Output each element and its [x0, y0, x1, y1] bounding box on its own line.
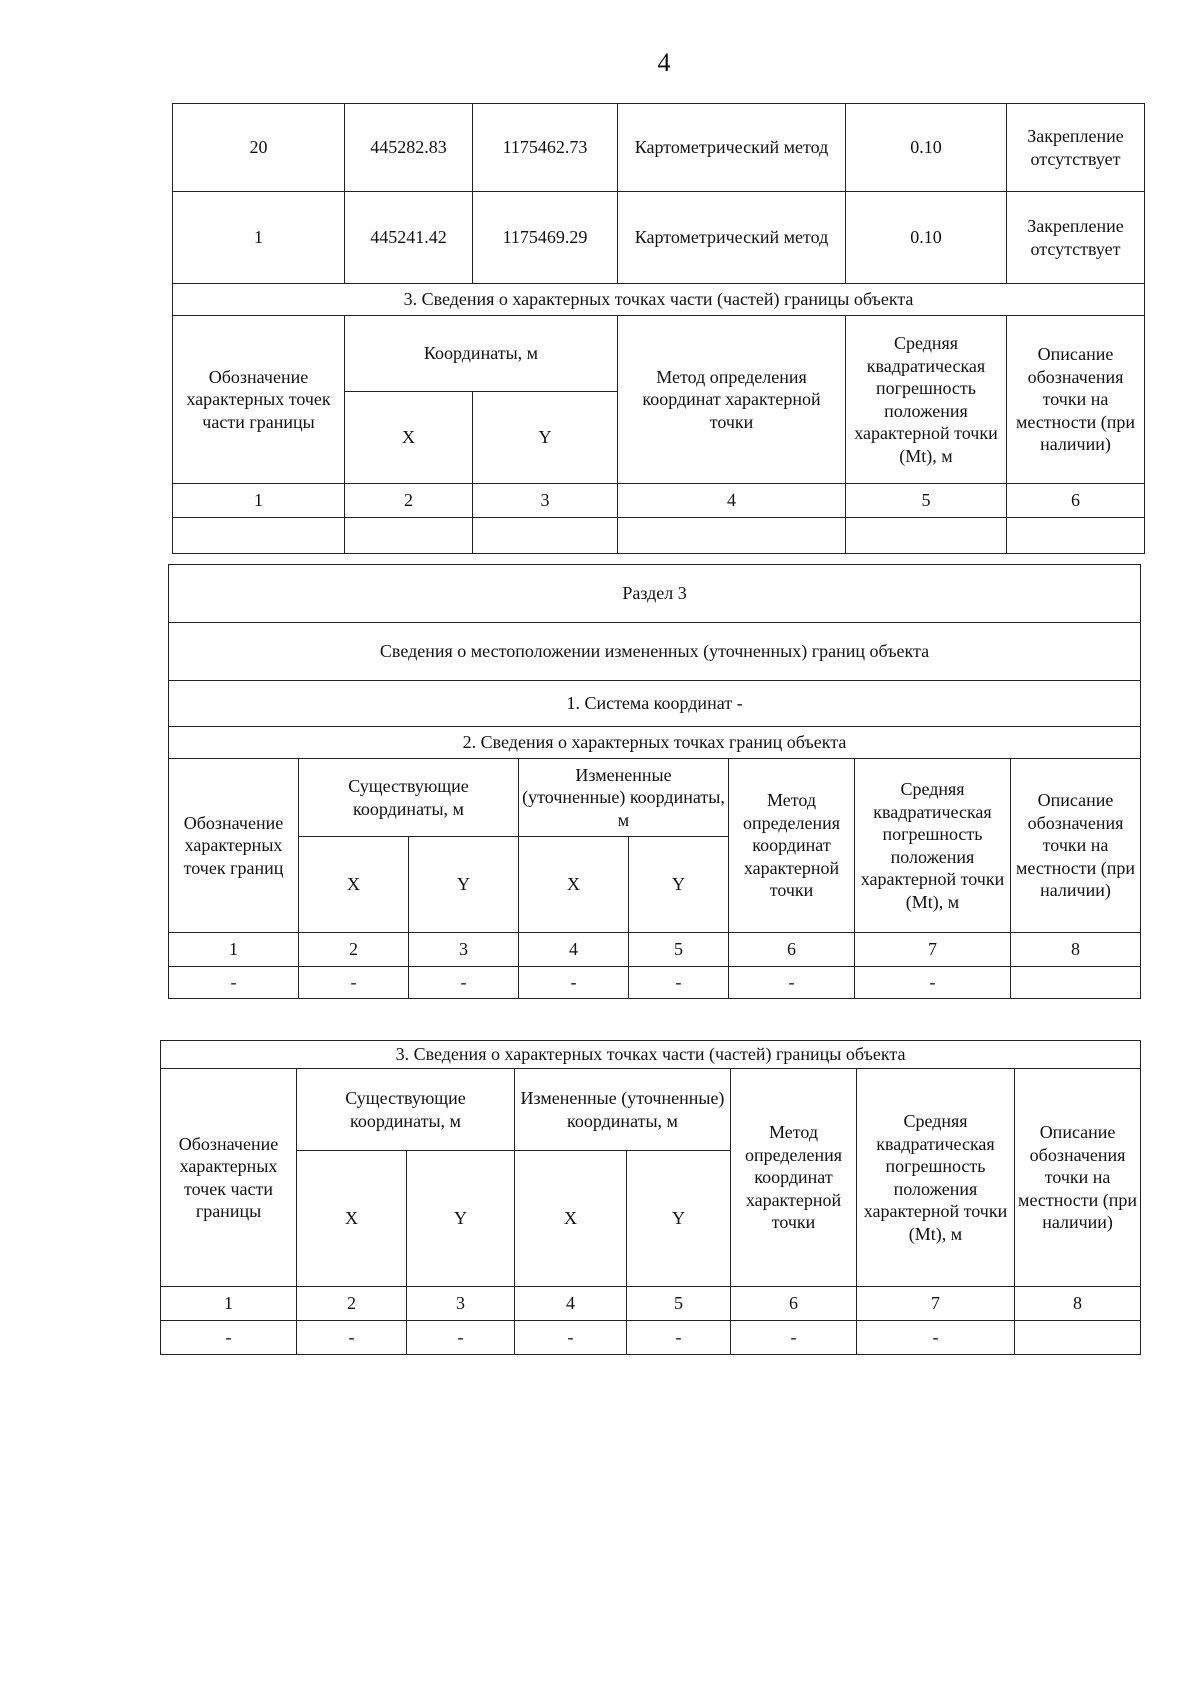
header-changed-coords: Измененные (уточненные) координаты, м — [515, 1069, 731, 1151]
header-x: X — [515, 1151, 627, 1287]
header-method: Метод определения координат характерной точки — [729, 759, 855, 933]
data-cell: - — [629, 967, 729, 999]
header-description: Описание обозначения точки на местности (при наличии) — [1011, 759, 1141, 933]
column-numbers-row — [161, 1287, 1141, 1321]
column-number: 1 — [169, 933, 299, 967]
header-description: Описание обозначения точки на местности (при наличии) — [1007, 316, 1145, 484]
header-y: Y — [629, 837, 729, 933]
mt-cell: 0.10 — [846, 104, 1007, 192]
header-x: X — [345, 392, 473, 484]
data-cell: - — [297, 1321, 407, 1355]
page-number: 4 — [657, 48, 671, 77]
header-description: Описание обозначения точки на местности (при наличии) — [1015, 1069, 1141, 1287]
data-cell: - — [731, 1321, 857, 1355]
column-number: 5 — [846, 484, 1007, 518]
coordinate-system: 1. Система координат - — [169, 681, 1141, 727]
data-cell: - — [519, 967, 629, 999]
column-number: 2 — [299, 933, 409, 967]
data-cell — [1011, 967, 1141, 999]
header-y: Y — [407, 1151, 515, 1287]
table-row — [169, 967, 1141, 999]
header-point: Обозначение характерных точек части границы — [161, 1069, 297, 1287]
empty-row — [173, 518, 1145, 554]
header-existing-coords: Существующие координаты, м — [297, 1069, 515, 1151]
column-number: 4 — [618, 484, 846, 518]
y-cell: 1175469.29 — [473, 192, 618, 284]
column-numbers-row — [169, 933, 1141, 967]
header-y: Y — [473, 392, 618, 484]
point-cell: 1 — [173, 192, 345, 284]
boundary-points-table — [172, 103, 1145, 554]
header-existing-coords: Существующие координаты, м — [299, 759, 519, 837]
points-section-title: 2. Сведения о характерных точках границ объекта — [169, 727, 1141, 759]
column-number: 8 — [1011, 933, 1141, 967]
column-number: 6 — [1007, 484, 1145, 518]
column-number: 3 — [473, 484, 618, 518]
header-changed-coords: Измененные (уточненные) координаты, м — [519, 759, 729, 837]
header-y: Y — [409, 837, 519, 933]
header-method: Метод определения координат характерной точки — [618, 316, 846, 484]
data-cell — [1015, 1321, 1141, 1355]
column-number: 6 — [729, 933, 855, 967]
data-cell: - — [627, 1321, 731, 1355]
empty-cell — [846, 518, 1007, 554]
part-section-title: 3. Сведения о характерных точках части (частей) границы объекта — [173, 284, 1145, 316]
data-cell: - — [161, 1321, 297, 1355]
column-number: 2 — [297, 1287, 407, 1321]
header-mt: Средняя квадратическая погрешность положения характерной точки (Mt), м — [855, 759, 1011, 933]
part-section-title: 3. Сведения о характерных точках части (частей) границы объекта — [161, 1041, 1141, 1069]
section-subtitle: Сведения о местоположении измененных (уточненных) границ объекта — [169, 623, 1141, 681]
data-cell: - — [169, 967, 299, 999]
y-cell: 1175462.73 — [473, 104, 618, 192]
header-point: Обозначение характерных точек части границы — [173, 316, 345, 484]
column-number: 5 — [629, 933, 729, 967]
column-number: 3 — [409, 933, 519, 967]
data-cell: - — [729, 967, 855, 999]
data-cell: - — [857, 1321, 1015, 1355]
column-number: 6 — [731, 1287, 857, 1321]
header-mt: Средняя квадратическая погрешность положения характерной точки (Mt), м — [857, 1069, 1015, 1287]
header-x: X — [299, 837, 409, 933]
empty-cell — [618, 518, 846, 554]
column-number: 7 — [855, 933, 1011, 967]
column-number: 1 — [173, 484, 345, 518]
header-method: Метод определения координат характерной точки — [731, 1069, 857, 1287]
column-numbers-row — [173, 484, 1145, 518]
empty-cell — [1007, 518, 1145, 554]
header-x: X — [519, 837, 629, 933]
description-cell: Закрепление отсутствует — [1007, 192, 1145, 284]
column-number: 3 — [407, 1287, 515, 1321]
data-cell: - — [407, 1321, 515, 1355]
section-title: Раздел 3 — [169, 565, 1141, 623]
column-number: 1 — [161, 1287, 297, 1321]
column-number: 8 — [1015, 1287, 1141, 1321]
description-cell: Закрепление отсутствует — [1007, 104, 1145, 192]
empty-cell — [173, 518, 345, 554]
x-cell: 445241.42 — [345, 192, 473, 284]
header-mt: Средняя квадратическая погрешность положения характерной точки (Mt), м — [846, 316, 1007, 484]
column-number: 4 — [515, 1287, 627, 1321]
column-number: 5 — [627, 1287, 731, 1321]
header-x: X — [297, 1151, 407, 1287]
table-row — [173, 104, 1145, 192]
data-cell: - — [409, 967, 519, 999]
method-cell: Картометрический метод — [618, 104, 846, 192]
section3-table — [168, 564, 1141, 999]
empty-cell — [473, 518, 618, 554]
data-cell: - — [299, 967, 409, 999]
data-cell: - — [515, 1321, 627, 1355]
table-row — [161, 1321, 1141, 1355]
data-cell: - — [855, 967, 1011, 999]
column-number: 2 — [345, 484, 473, 518]
header-y: Y — [627, 1151, 731, 1287]
column-number: 7 — [857, 1287, 1015, 1321]
point-cell: 20 — [173, 104, 345, 192]
x-cell: 445282.83 — [345, 104, 473, 192]
header-point: Обозначение характерных точек границ — [169, 759, 299, 933]
table-row — [173, 192, 1145, 284]
header-coords: Координаты, м — [345, 316, 618, 392]
empty-cell — [345, 518, 473, 554]
part-boundary-table — [160, 1040, 1141, 1355]
method-cell: Картометрический метод — [618, 192, 846, 284]
mt-cell: 0.10 — [846, 192, 1007, 284]
column-number: 4 — [519, 933, 629, 967]
